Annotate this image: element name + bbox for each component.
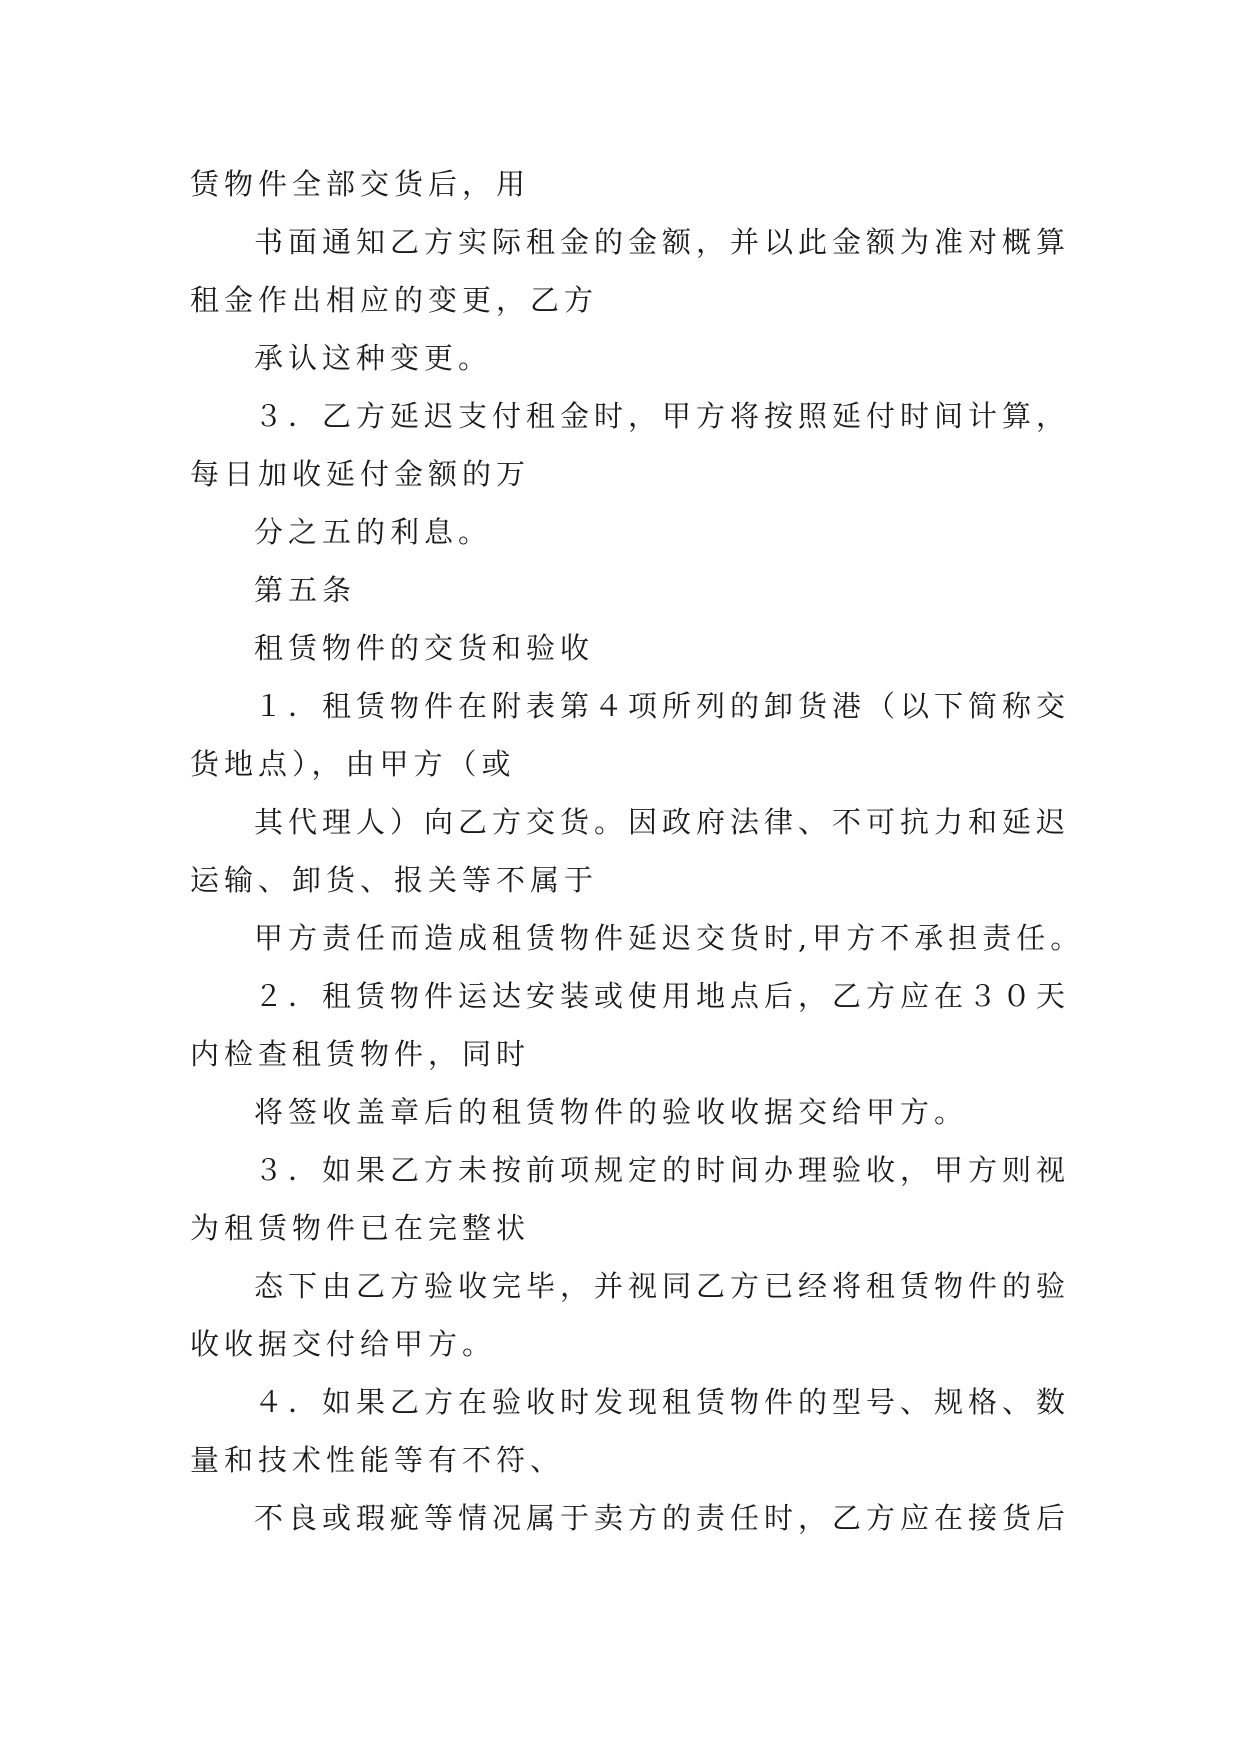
text-line: 租金作出相应的变更，乙方 xyxy=(190,283,599,317)
text-line: ４．如果乙方在验收时发现租赁物件的型号、规格、数 xyxy=(254,1385,1071,1419)
text-line: 书面通知乙方实际租金的金额，并以此金额为准对概算 xyxy=(254,225,1071,259)
text-line: 量和技术性能等有不符、 xyxy=(190,1443,565,1477)
text-line: 不良或瑕疵等情况属于卖方的责任时，乙方应在接货后 xyxy=(254,1501,1071,1535)
text-line: 将签收盖章后的租赁物件的验收收据交给甲方。 xyxy=(254,1095,969,1129)
text-line: 每日加收延付金额的万 xyxy=(190,457,531,491)
text-line: 分之五的利息。 xyxy=(254,515,493,549)
text-line: 态下由乙方验收完毕，并视同乙方已经将租赁物件的验 xyxy=(254,1269,1071,1303)
text-line: ２．租赁物件运达安装或使用地点后，乙方应在３０天 xyxy=(254,979,1071,1013)
text-line: １．租赁物件在附表第４项所列的卸货港（以下简称交 xyxy=(254,689,1071,723)
text-line: 为租赁物件已在完整状 xyxy=(190,1211,531,1245)
text-line: ３．如果乙方未按前项规定的时间办理验收，甲方则视 xyxy=(254,1153,1071,1187)
text-line: 收收据交付给甲方。 xyxy=(190,1327,497,1361)
text-line: 其代理人）向乙方交货。因政府法律、不可抗力和延迟 xyxy=(254,805,1071,839)
text-line: 运输、卸货、报关等不属于 xyxy=(190,863,599,897)
text-line: 租赁物件的交货和验收 xyxy=(254,631,595,665)
text-line: 赁物件全部交货后，用 xyxy=(190,167,531,201)
text-line: 甲方责任而造成租赁物件延迟交货时,甲方不承担责任。 xyxy=(254,921,1085,955)
document-body xyxy=(190,155,1085,1547)
text-line: 货地点），由甲方（或 xyxy=(190,747,516,781)
text-line: 承认这种变更。 xyxy=(254,341,493,375)
text-line: 第五条 xyxy=(254,573,357,607)
text-line: ３．乙方延迟支付租金时，甲方将按照延付时间计算， xyxy=(254,399,1071,433)
text-line: 内检查租赁物件，同时 xyxy=(190,1037,531,1071)
